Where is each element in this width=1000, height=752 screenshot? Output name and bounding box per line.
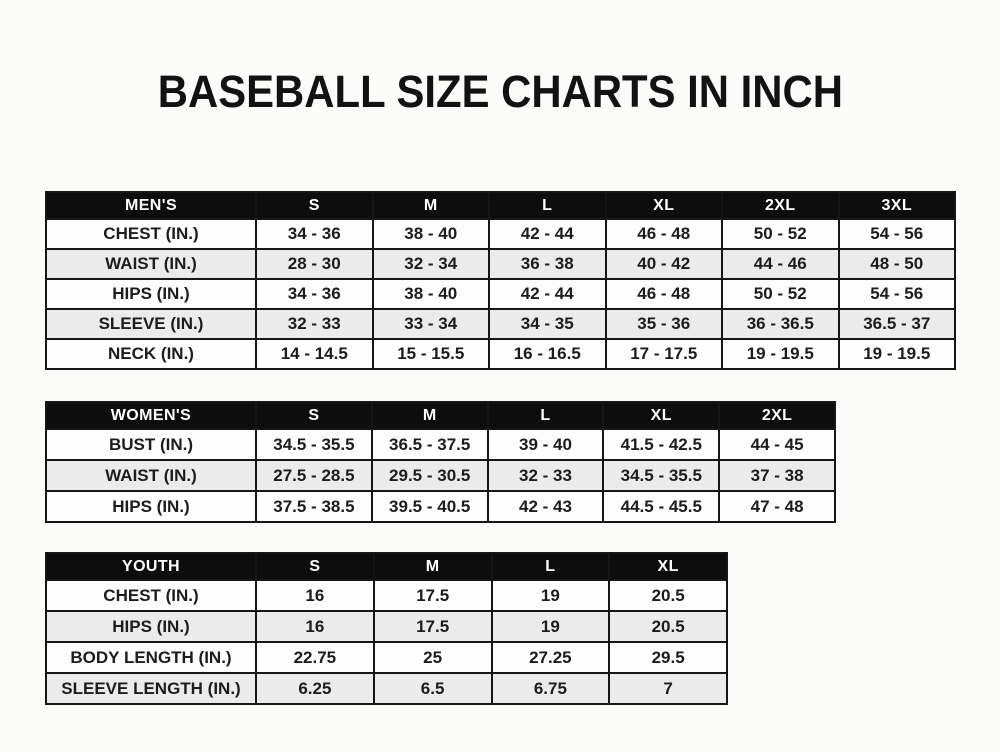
size-value-cell: 47 - 48: [719, 491, 835, 522]
size-value-cell: 44 - 45: [719, 429, 835, 460]
size-value-cell: 34 - 36: [256, 219, 373, 249]
page-title: [0, 66, 1000, 118]
size-value-cell: 17.5: [374, 611, 492, 642]
table-row-chest-in: [46, 580, 727, 611]
size-value-cell: 35 - 36: [606, 309, 723, 339]
row-label-cell: HIPS (IN.): [46, 491, 256, 522]
size-value-cell: 6.75: [492, 673, 610, 704]
size-value-cell: 17 - 17.5: [606, 339, 723, 369]
size-value-cell: 27.25: [492, 642, 610, 673]
page-title-text: BASEBALL SIZE CHARTS IN INCH: [157, 66, 843, 117]
size-value-cell: 34.5 - 35.5: [603, 460, 719, 491]
size-value-cell: 42 - 43: [488, 491, 604, 522]
table-row-chest-in: [46, 219, 955, 249]
column-header-s: S: [256, 402, 372, 429]
size-value-cell: 40 - 42: [606, 249, 723, 279]
size-value-cell: 29.5 - 30.5: [372, 460, 488, 491]
column-header-m: M: [372, 402, 488, 429]
table-row-hips-in: [46, 279, 955, 309]
youth-header-row: [46, 553, 727, 580]
size-value-cell: 20.5: [609, 580, 727, 611]
row-label-cell: BODY LENGTH (IN.): [46, 642, 256, 673]
size-value-cell: 37.5 - 38.5: [256, 491, 372, 522]
size-value-cell: 33 - 34: [373, 309, 490, 339]
row-label-cell: WAIST (IN.): [46, 460, 256, 491]
size-value-cell: 34 - 35: [489, 309, 606, 339]
size-value-cell: 50 - 52: [722, 219, 839, 249]
womens-header-row: [46, 402, 835, 429]
size-value-cell: 41.5 - 42.5: [603, 429, 719, 460]
size-value-cell: 19: [492, 611, 610, 642]
table-row-sleeve-length-in: [46, 673, 727, 704]
size-value-cell: 20.5: [609, 611, 727, 642]
mens-size-table: [45, 191, 956, 370]
size-value-cell: 36.5 - 37: [839, 309, 956, 339]
column-header-xl: XL: [606, 192, 723, 219]
size-value-cell: 46 - 48: [606, 279, 723, 309]
size-value-cell: 14 - 14.5: [256, 339, 373, 369]
size-value-cell: 29.5: [609, 642, 727, 673]
row-label-cell: HIPS (IN.): [46, 279, 256, 309]
column-header-l: L: [489, 192, 606, 219]
row-label-cell: HIPS (IN.): [46, 611, 256, 642]
size-value-cell: 16: [256, 580, 374, 611]
size-value-cell: 34 - 36: [256, 279, 373, 309]
size-value-cell: 6.5: [374, 673, 492, 704]
size-value-cell: 32 - 33: [256, 309, 373, 339]
column-header-xl: XL: [603, 402, 719, 429]
row-label-cell: BUST (IN.): [46, 429, 256, 460]
size-value-cell: 16 - 16.5: [489, 339, 606, 369]
column-header-2xl: 2XL: [719, 402, 835, 429]
size-value-cell: 7: [609, 673, 727, 704]
size-value-cell: 19: [492, 580, 610, 611]
table-row-hips-in: [46, 491, 835, 522]
table-row-bust-in: [46, 429, 835, 460]
column-header-s: S: [256, 192, 373, 219]
size-value-cell: 28 - 30: [256, 249, 373, 279]
size-value-cell: 19 - 19.5: [722, 339, 839, 369]
mens-table-title: MEN'S: [46, 192, 256, 219]
mens-header-row: [46, 192, 955, 219]
size-value-cell: 32 - 34: [373, 249, 490, 279]
size-value-cell: 54 - 56: [839, 279, 956, 309]
table-row-body-length-in: [46, 642, 727, 673]
size-value-cell: 36 - 36.5: [722, 309, 839, 339]
size-value-cell: 25: [374, 642, 492, 673]
column-header-3xl: 3XL: [839, 192, 956, 219]
table-row-neck-in: [46, 339, 955, 369]
size-value-cell: 19 - 19.5: [839, 339, 956, 369]
size-value-cell: 39 - 40: [488, 429, 604, 460]
size-value-cell: 39.5 - 40.5: [372, 491, 488, 522]
row-label-cell: SLEEVE LENGTH (IN.): [46, 673, 256, 704]
column-header-2xl: 2XL: [722, 192, 839, 219]
row-label-cell: CHEST (IN.): [46, 219, 256, 249]
size-value-cell: 22.75: [256, 642, 374, 673]
row-label-cell: SLEEVE (IN.): [46, 309, 256, 339]
size-value-cell: 38 - 40: [373, 279, 490, 309]
size-value-cell: 50 - 52: [722, 279, 839, 309]
size-value-cell: 42 - 44: [489, 219, 606, 249]
column-header-m: M: [374, 553, 492, 580]
column-header-m: M: [373, 192, 490, 219]
womens-table-title: WOMEN'S: [46, 402, 256, 429]
size-value-cell: 44.5 - 45.5: [603, 491, 719, 522]
column-header-xl: XL: [609, 553, 727, 580]
size-value-cell: 46 - 48: [606, 219, 723, 249]
column-header-s: S: [256, 553, 374, 580]
size-value-cell: 37 - 38: [719, 460, 835, 491]
table-row-waist-in: [46, 249, 955, 279]
size-value-cell: 36 - 38: [489, 249, 606, 279]
size-value-cell: 34.5 - 35.5: [256, 429, 372, 460]
size-value-cell: 38 - 40: [373, 219, 490, 249]
size-value-cell: 54 - 56: [839, 219, 956, 249]
youth-table-title: YOUTH: [46, 553, 256, 580]
size-value-cell: 48 - 50: [839, 249, 956, 279]
womens-size-table: [45, 401, 836, 523]
size-value-cell: 36.5 - 37.5: [372, 429, 488, 460]
size-value-cell: 16: [256, 611, 374, 642]
size-value-cell: 17.5: [374, 580, 492, 611]
row-label-cell: NECK (IN.): [46, 339, 256, 369]
column-header-l: L: [488, 402, 604, 429]
size-value-cell: 15 - 15.5: [373, 339, 490, 369]
column-header-l: L: [492, 553, 610, 580]
size-value-cell: 32 - 33: [488, 460, 604, 491]
size-value-cell: 44 - 46: [722, 249, 839, 279]
table-row-waist-in: [46, 460, 835, 491]
row-label-cell: CHEST (IN.): [46, 580, 256, 611]
youth-size-table: [45, 552, 728, 705]
table-row-sleeve-in: [46, 309, 955, 339]
table-row-hips-in: [46, 611, 727, 642]
size-value-cell: 42 - 44: [489, 279, 606, 309]
size-value-cell: 6.25: [256, 673, 374, 704]
row-label-cell: WAIST (IN.): [46, 249, 256, 279]
size-value-cell: 27.5 - 28.5: [256, 460, 372, 491]
